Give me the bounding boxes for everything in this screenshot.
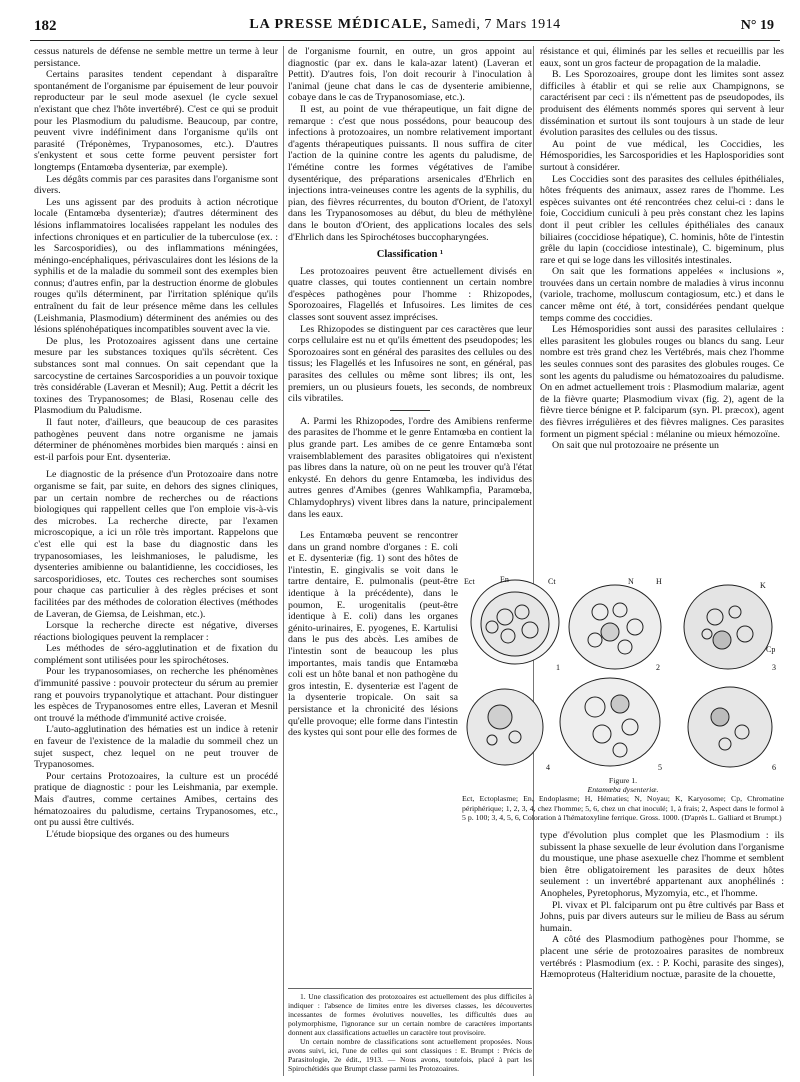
paragraph: A côté des Plasmodium pathogènes pour l'homme, se placent une série de protozoaires parasites de nombreux vertébrés : Plasmodium (ex. : P. Kochi, parasite des singes), Hæmoproteus (Halteridium noctuæ, parasite de la chouette, — [540, 934, 784, 981]
page-number: 182 — [34, 18, 57, 34]
column-1 — [34, 46, 278, 1076]
paragraph: Le diagnostic de la présence d'un Protozoaire dans notre organisme se fait, par suite, en dehors des signes cliniques, par un certain nombre de recherches ou de réactions biologiques qui rappellent celles que l'on emploie vis-à-vis des microbes. La recherche directe, par l'examen microscopique, a ici un rôle très important. Rappelons que c'est elle qui est la base du diagnostic dans les trypanosomiases, les leishmanioses, le paludisme, les dysenteries amibienne ou balantidienne, les coccidioses, les sarcosporidioses, etc. Toutes ces recherches sont soumises pour chaque cas particulier à des règles précises et sont facilitées par des méthodes de coloration électives (méthodes de Laveran, de Giemsa, de Leishman, etc.). — [34, 469, 278, 620]
paragraph: Les dégâts commis par ces parasites dans l'organisme sont divers. — [34, 173, 278, 197]
paragraph: Pour les trypanosomiases, on recherche les phénomènes d'immunité passive : pouvoir protecteur du sérum au premier rang et pouvoirs trypanolytique et attachant. Pour distinguer les espèces de Trypanosomes entre elles, Laveran et Mesnil ont trouvé la méthode d'immunité active croisée. — [34, 666, 278, 724]
journal-name: LA PRESSE MÉDICALE, — [249, 17, 428, 32]
column-3-lower — [540, 830, 784, 1080]
amoeba-cell-1 — [471, 580, 559, 664]
paragraph: cessus naturels de défense ne semble mettre un terme à leur persistance. — [34, 46, 278, 69]
section-heading: Classification ¹ — [376, 249, 444, 261]
paragraph: Les protozoaires peuvent être actuellement divisés en quatre classes, qui toutes contiennent un certain nombre d'espèces pathogènes pour l'homme : Rhizopodes, Sporozoaires, Flagellés et Infusoires. Les limites de ces classes sont souvent assez imprécises. — [288, 265, 532, 324]
amoeba-cell-2 — [569, 585, 661, 669]
paragraph: Il faut noter, d'ailleurs, que beaucoup de ces parasites pathogènes peuvent dans notre organisme ne jamais déterminer de phénomènes morbides bien marqués : ainsi en est-il parfois pour Ent. dysenteriæ. — [34, 417, 278, 463]
paragraph: Les méthodes de séro-agglutination et de fixation du complément sont utilisées pour les spirochétoses. — [34, 643, 278, 666]
paragraph: Il est, au point de vue thérapeutique, un fait digne de remarque : c'est que nous possédons, pour beaucoup des infections à protozoaires, un nombre relativement important d'agents thérapeutiques puissants. Il nous suffira de citer l'action de la quinine contre les agents du paludisme, de l'émétine contre les formes végétatives de l'amibe dysentérique, des préparations arsenicales d'Ehrlich en injections intra-veineuses contre les agents de la syphilis, du pian, des fièvres récurrentes, du bouton d'Orient, de l'atoxyl dans les Trypanosomoses au début, du bleu de méthylène dans le bouton d'Orient, des applications locales des sels d'Ehrlich dans les Spirochétoses buccopharyngées. — [288, 103, 532, 243]
fig-label: K — [760, 581, 766, 590]
paragraph: A. Parmi les Rhizopodes, l'ordre des Amibiens renferme des parasites de l'homme et le genre Entamœba en contient la plus grande part. Les amibes de ce genre Entamœba sont vraisemblablement des parasites obligatoires qui n'existent pas libres dans la nature, où on ne peut les trouver qu'à l'état enkysté. En dehors du genre Entamœba, les individus des autres genres d'Amibes (genres Wahlkampfia, Paramœba, Chlamydophrys) vivent libres dans la nature, principalement dans les eaux. — [288, 415, 532, 520]
fig-label: 2 — [656, 663, 660, 672]
column-3 — [540, 46, 784, 566]
page-header — [30, 14, 780, 41]
amoeba-cell-4 — [467, 689, 543, 765]
figure-caption — [462, 776, 784, 822]
footnote: Un certain nombre de classifications sont actuellement proposées. Nous avons suivi, ici, l'une de celles qui sont classiques : E. Brumpt : Précis de Parasitologie, 2e édit., 1913. — Nous avons, toutefois, placé à part les Spirochétidés que Brumpt classe parmi les Protozoaires. — [288, 1037, 532, 1073]
fig-label: Ct — [548, 577, 556, 586]
journal-title — [30, 17, 780, 33]
paragraph: résistance et qui, éliminés par les selles et recueillis par les eaux, sont un gros facteur de propagation de la maladie. — [540, 46, 784, 69]
figure-subtitle: Entamœba dysenteriæ. — [587, 785, 659, 795]
fig-label: Ect — [464, 577, 475, 586]
paragraph: Lorsque la recherche directe est négative, diverses réactions biologiques peuvent la remplacer : — [34, 620, 278, 643]
paragraph: Les Hémosporidies sont aussi des parasites cellulaires : elles parasitent les globules rouges ou blancs du sang. Leur nombre est très grand chez les Vertébrés, mais chez l'homme les seules connues sont des parasites des globules rouges. Ce sont les agents du paludisme ou hématozoaires du paludisme. On en admet actuellement trois : Plasmodium malariæ, agent de la fièvre quarte; Plasmodium vivax (fig. 2), agent de la fièvre tierce bénigne et P. falciparum (syn. Pl. præcox), agent des fièvres irrégulières et des fièvres malignes. Ces parasites forment un pigment spécial : mélanine ou mieux hémozoïne. — [540, 324, 784, 440]
issue-number: N° 19 — [740, 18, 774, 33]
paragraph: B. Les Sporozoaires, groupe dont les limites sont assez difficiles à établir et qui se relie aux Champignons, se caractérisent par ceci : ils n'émettent pas de pseudopodes, ils produisent des éléments nommés spores qui servent à leur dissémination et surtout ils sont toujours à un stade de leur évolution parasites des cellules ou des tissus. — [540, 69, 784, 139]
column-2-narrow — [288, 530, 458, 830]
paragraph: de l'organisme fournit, en outre, un gros appoint au diagnostic (par ex. dans le kala-azar latent) (Laveran et Pettit). D'autres fois, l'on doit recourir à l'inoculation à l'animal (jeune chat dans le cas de dysenterie amibienne, cobaye dans le cas de Trypanosomiase, etc.). — [288, 46, 532, 104]
amoeba-cell-5 — [560, 678, 660, 766]
paragraph: Les Entamœba peuvent se rencontrer dans un grand nombre d'organes : E. coli et E. dysenteriæ (fig. 1) sont des hôtes de l'intestin, E. gingivalis se voit dans le tartre dentaire, E. pulmonalis (peut-être identique à la précédente), dans le poumon, E. urogenitalis (peut-être identique à E. coli) dans les organes génito-urinaires, E. pyogenes, E. Kartulisi dans le pus des abcès. Les amibes de l'intestin sont de beaucoup les plus importantes, mais tandis que Entamœba coli est un hôte banal et non pathogène du gros intestin, E. dysenteriæ est l'agent de la dysenterie tropicale. On sait sa persistance et la chronicité des lésions qu'elle provoque; elle forme dans l'intestin des kystes qui sont pour elle des formes de — [288, 530, 458, 739]
paragraph: Les Coccidies sont des parasites des cellules épithéliales, hôtes fréquents des animaux, assez rares de l'homme. Les espèces suivantes ont été rencontrées chez celui-ci : dans le foie, Coccidium cuniculi à peu près constant chez les lapins dont il peut cribler les cellules épithéliales des canaux biliaires (coccidiose hépatique), C. hominis, hôte de l'intestin grêle du lapin (coccidiose intestinale), C. bigeminum, plus rare et qui se loge dans les villosités intestinales. — [540, 173, 784, 266]
paragraph: De plus, les Protozoaires agissent dans une certaine mesure par les substances toxiques qu'ils sécrètent. Ces substances sont mal connues. On sait cependant que la sarcocystine de certaines Sarcosporidies a un pouvoir toxique très considérable (Laveran et Mesnil); Aug. Pettit a décrit les toxines des Trypanosomes; de Blasi, Rosenau celle des Plasmodium du Paludisme. — [34, 335, 278, 417]
amoeba-cell-6 — [688, 687, 772, 767]
fig-label: Cp — [766, 645, 776, 654]
paragraph: Les uns agissent par des produits à action nécrotique locale (Entamœba dysenteriæ); d'autres déterminent des lésions inflammatoires localisées rappelant les nodules des infections chroniques et en particulier de la tuberculose (ex. : les Sarcosporidies), ou des inflammations méningées, méningo-encéphaliques, périvasculaires dont les lésions de la syphilis et de la maladie du sommeil sont des exemples bien connus; d'autres enfin, par la destruction énorme de globules rouges qu'ils déterminent, par l'irritation splénique qu'ils entraînent du fait de leur présence même dans les cellules (Leishmania, Plasmodium) déterminent des anémies ou des lésions splénohépatiques incompatibles souvent avec la vie. — [34, 196, 278, 336]
paragraph: On sait que les formations appelées « inclusions », trouvées dans un certain nombre de maladies à virus inconnu (variole, trachome, molluscum contagiosum, etc.) et dans le cancer même ont été, à tort, considérées pendant quelque temps comme des coccidies. — [540, 266, 784, 324]
fig-label: En — [500, 575, 509, 584]
amoeba-illustration — [460, 572, 786, 777]
footnotes — [288, 988, 532, 1082]
fig-label: 1 — [556, 663, 560, 672]
amoeba-cell-3 — [684, 585, 772, 669]
fig-label: 5 — [658, 763, 662, 772]
fig-label: 3 — [772, 663, 776, 672]
column-2 — [288, 46, 532, 530]
paragraph: L'étude biopsique des organes ou des humeurs — [46, 828, 230, 840]
paragraph: Les Rhizopodes se distinguent par ces caractères que leur corps cellulaire est nu et qu'ils émettent des pseudopodes; les Sporozoaires sont en général des parasites des cellules ou des tissus; les Flagellés et les Infusoires ne sont, en général, pas parasites des cellules ou même sont libres; ils ont, les premiers, un ou plusieurs fouets, les seconds, de nombreux cils vibratiles. — [288, 323, 532, 405]
paragraph: Pl. vivax et Pl. falciparum ont pu être cultivés par Bass et Johns, puis par divers auteurs sur le milieu de Bass au sérum humain. — [540, 899, 784, 934]
figure-legend: Ect, Ectoplasme; En, Endoplasme; H, Hématies; N, Noyau; K, Karyosome; Cp, Chromatine périphérique; 1, 2, 3, 4, chez l'homme; 5, 6, chez un chat inoculé; 1, à frais; 2, Aspect dans le formol à 5 p. 100; 3, 4, 5, 6, Coloration à l'hématoxyline ferrique. Gross. 1000. (D'après L. Galliard et Brumpt.) — [462, 794, 784, 822]
issue-date: Samedi, 7 Mars 1914 — [431, 17, 561, 32]
paragraph: Pour certains Protozoaires, la culture est un procédé pratique de diagnostic : pour les Leishmania, par exemple. Mais d'autres, comme certaines Amibes, certains des hématozoaires du paludisme, certains Trypanosomes, etc., ont pu aussi être cultivés. — [34, 770, 278, 829]
figure-title: Figure 1. — [608, 776, 638, 785]
footnote: 1. Une classification des protozoaires est actuellement des plus difficiles à indiquer : l'absence de limites entre les diverses classes, les découvertes incessantes de formes évolutives nouvelles, les difficultés dues au polymorphisme, l'ignorance sur un certain nombre de caractères importants donnent aux classifications actuelles un caractère tout provisoire. — [288, 992, 532, 1037]
column-rule — [533, 46, 534, 1076]
paragraph: Au point de vue médical, les Coccidies, les Hémosporidies, les Sarcosporidies et les Haplosporidies sont surtout à considérer. — [540, 138, 784, 173]
paragraph: Certains parasites tendent cependant à disparaître spontanément de l'organisme par épuisement de leur pouvoir reproducteur par le seul mode asexuel (le cycle sexuel n'existant que chez l'hôte invertébré). C'est ce qui se produit pour les Plasmodium du paludisme. Beaucoup, par contre, peuvent vivre indéfiniment dans l'organisme qu'ils ont parasité (Tréponèmes, Trypanosomes, etc.). D'autres s'enkystent et sous cette forme peuvent persister fort longtemps (Entamœba dysenteriæ, par exemple). — [34, 69, 278, 173]
fig-label: 4 — [546, 763, 550, 772]
figure-1 — [460, 572, 786, 782]
column-rule — [283, 46, 284, 1076]
paragraph: On sait que nul protozoaire ne présente un — [552, 440, 719, 452]
fig-label: N — [628, 577, 634, 586]
fig-label: H — [656, 577, 662, 586]
paragraph: L'auto-agglutination des hématies est un indice à retenir en faveur de l'existence de la maladie du sommeil chez un sujet suspect, chez lequel on ne peut trouver de Trypanosomes. — [34, 724, 278, 771]
fig-label: 6 — [772, 763, 776, 772]
paragraph: type d'évolution plus complet que les Plasmodium : ils subissent la phase sexuelle de leur évolution dans l'organisme du moustique, une phase asexuelle chez l'homme et semblent bien être obligatoirement les parasites de deux hôtes seulement : un invertébré appartenant aux anophélinés : Anopheles, Pyretophorus, Myzomyia, etc., et l'homme. — [540, 830, 784, 899]
